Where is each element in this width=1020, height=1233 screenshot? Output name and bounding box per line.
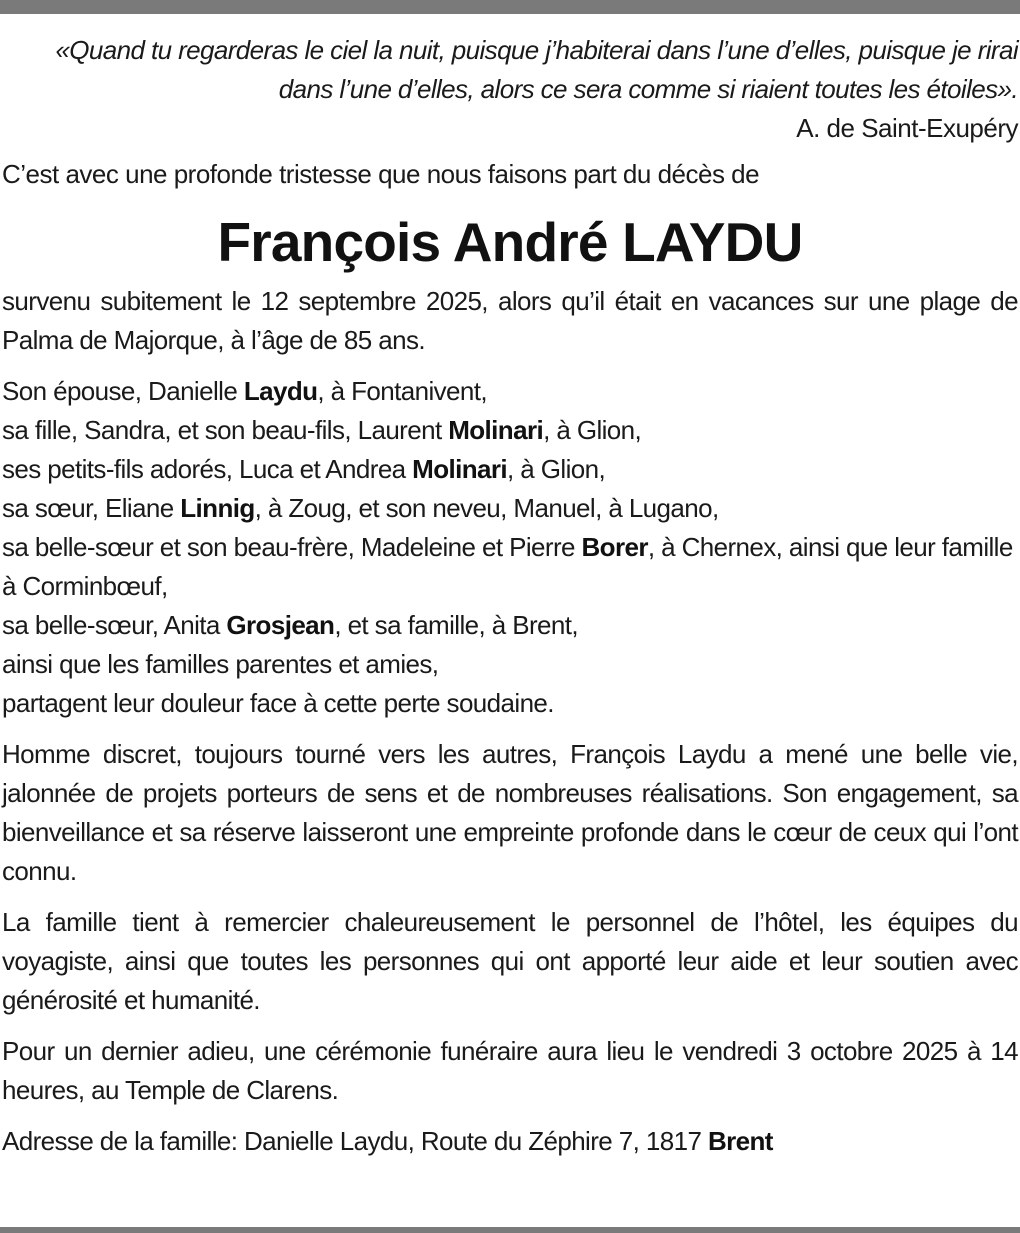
deceased-name: François André LAYDU [217,211,803,273]
family-list [2,372,1018,723]
family-line: Son épouse, Danielle Laydu, à Fontanivent, [2,376,488,406]
quote-author: A. de Saint-Exupéry [796,113,1018,143]
death-circumstances: survenu subitement le 12 septembre 2025, alors qu’il était en vacances sur une plage de Palma de Majorque, à l’âge de 85 ans. [2,286,1018,355]
family-line: ses petits-fils adorés, Luca et Andrea Molinari, à Glion, [2,454,606,484]
announcement-intro: C’est avec une profonde tristesse que nous faisons part du décès de [2,159,760,189]
thanks-paragraph: La famille tient à remercier chaleureusement le personnel de l’hôtel, les équipes du voyagiste, ainsi que toutes les personnes qui ont apporté leur aide et leur soutien avec générosité et humanité. [2,907,1018,1015]
obituary-notice [2,31,1018,1173]
epigraph-quote: «Quand tu regarderas le ciel la nuit, puisque j’habiterai dans l’une d’elles, puisque je rirai dans l’une d’elles, alors ce sera comme si riaient toutes les étoiles». [55,35,1018,104]
family-line: sa sœur, Eliane Linnig, à Zoug, et son neveu, Manuel, à Lugano, [2,493,719,523]
ceremony-paragraph: Pour un dernier adieu, une cérémonie funéraire aura lieu le vendredi 3 octobre 2025 à 14 heures, au Temple de Clarens. [2,1036,1018,1105]
bottom-border [0,1227,1020,1233]
family-line: sa fille, Sandra, et son beau-fils, Laurent Molinari, à Glion, [2,415,642,445]
top-border [0,0,1020,14]
family-line: ainsi que les familles parentes et amies, [2,649,439,679]
family-address: Adresse de la famille: Danielle Laydu, Route du Zéphire 7, 1817 Brent [2,1126,773,1156]
family-line: sa belle-sœur et son beau-frère, Madeleine et Pierre Borer, à Chernex, ainsi que leur famille à Corminbœuf, [2,532,1013,601]
tribute-paragraph: Homme discret, toujours tourné vers les autres, François Laydu a mené une belle vie, jalonnée de projets porteurs de sens et de nombreuses réalisations. Son engagement, sa bienveillance et sa réserve laisseront une empreinte profonde dans le cœur de ceux qui l’ont connu. [2,739,1018,886]
family-line: sa belle-sœur, Anita Grosjean, et sa famille, à Brent, [2,610,578,640]
family-line: partagent leur douleur face à cette perte soudaine. [2,688,554,718]
